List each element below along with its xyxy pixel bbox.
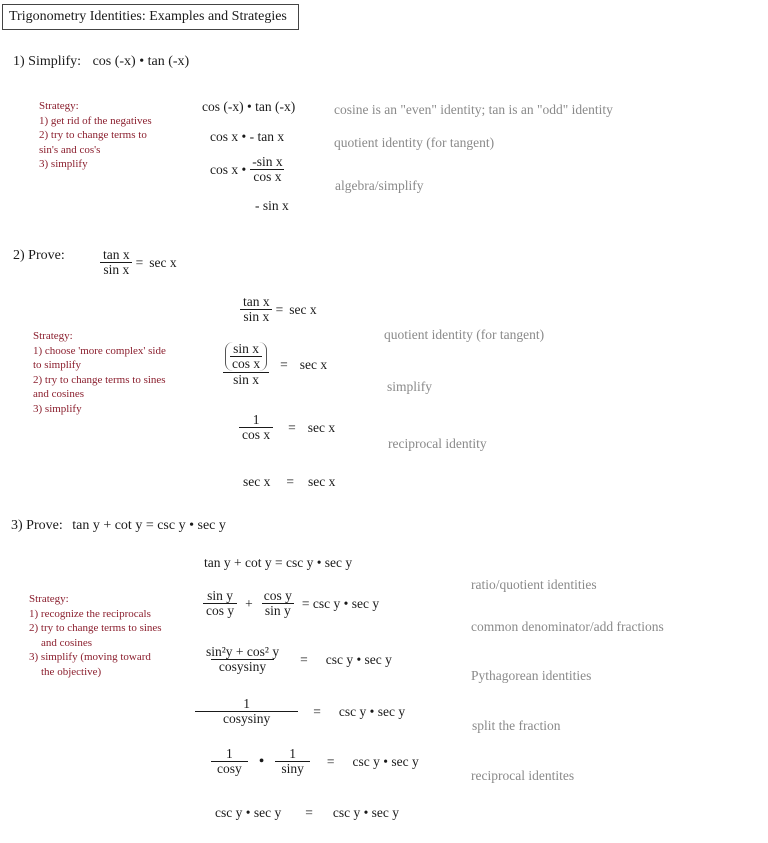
equals-sign: = bbox=[280, 356, 288, 372]
equals-sign: = bbox=[288, 419, 296, 435]
problem-3-note: split the fraction bbox=[472, 718, 561, 733]
problem-3-note: reciprocal identites bbox=[471, 768, 575, 783]
denominator: cos x bbox=[250, 169, 284, 184]
problem-3-note: Pythagorean identities bbox=[471, 668, 592, 683]
equals-sign: = bbox=[275, 301, 284, 317]
problem-3-step-5 bbox=[208, 747, 419, 776]
fraction bbox=[211, 747, 248, 776]
strategy-step: sin's and cos's bbox=[39, 143, 101, 156]
page-title: Trigonometry Identities: Examples and Strategies bbox=[2, 4, 299, 30]
equals-sign: = bbox=[305, 805, 313, 820]
strategy-step: the objective) bbox=[41, 665, 102, 678]
parenthesized-fraction bbox=[225, 342, 267, 371]
rhs: csc y • sec y bbox=[332, 805, 400, 820]
problem-3-expression: tan y + cot y = csc y • sec y bbox=[72, 518, 226, 533]
strategy-step: 3) simplify bbox=[39, 158, 88, 170]
fraction bbox=[249, 155, 285, 184]
problem-3-heading bbox=[11, 518, 226, 534]
numerator: sin²y + cos² y bbox=[206, 644, 280, 659]
equals-sign: = bbox=[300, 651, 308, 667]
numerator: sin y bbox=[207, 588, 233, 603]
lhs: csc y • sec y bbox=[215, 805, 282, 820]
problem-2-note: simplify bbox=[387, 379, 433, 394]
fraction bbox=[240, 295, 273, 324]
inner-numerator: sin x bbox=[233, 341, 259, 356]
compound-fraction bbox=[223, 342, 269, 387]
fraction bbox=[275, 747, 310, 776]
problem-1-step-1: cos (-x) • tan (-x) bbox=[202, 99, 296, 114]
plus-sign: + bbox=[245, 595, 253, 611]
equals-sign: = bbox=[326, 753, 335, 769]
strategy-step: 2) try to change terms to bbox=[39, 129, 147, 141]
strategy-step: 1) get rid of the negatives bbox=[39, 114, 152, 127]
inner-denominator: cos x bbox=[232, 356, 261, 371]
denominator: cos y bbox=[203, 603, 237, 618]
problem-3-note: common denominator/add fractions bbox=[471, 619, 664, 634]
numerator: cos y bbox=[263, 588, 292, 603]
denominator: sin x bbox=[240, 309, 272, 324]
problem-2-strategy bbox=[33, 329, 166, 416]
rhs: sec x bbox=[289, 301, 317, 317]
rhs: sec x bbox=[308, 474, 336, 489]
multiply-dot: • bbox=[258, 752, 265, 770]
strategy-step: 1) choose 'more complex' side bbox=[33, 344, 166, 357]
denominator: cos x bbox=[239, 427, 273, 442]
denominator: cosysiny bbox=[211, 659, 274, 674]
numerator: tan x bbox=[103, 247, 130, 262]
fraction bbox=[261, 589, 295, 618]
denominator: sin x bbox=[223, 372, 269, 387]
rhs: csc y • sec y bbox=[338, 703, 406, 719]
problem-1-label: 1) Simplify: bbox=[13, 54, 82, 69]
problem-3-step-4 bbox=[192, 697, 405, 726]
step-lhs: cos x • bbox=[210, 161, 247, 177]
strategy-heading: Strategy: bbox=[39, 100, 79, 112]
denominator: cosysiny bbox=[195, 711, 298, 726]
problem-2-step-4 bbox=[243, 474, 335, 490]
problem-1-note: quotient identity (for tangent) bbox=[334, 135, 495, 150]
problem-2-step-1 bbox=[237, 295, 317, 324]
strategy-step: 3) simplify bbox=[33, 402, 82, 415]
numerator: 1 bbox=[252, 412, 260, 427]
problem-2-note: reciprocal identity bbox=[388, 436, 487, 451]
rhs: sec x bbox=[149, 254, 177, 270]
problem-3-step-2 bbox=[200, 589, 379, 618]
strategy-step: 1) recognize the reciprocals bbox=[29, 607, 151, 620]
denominator: sin x bbox=[100, 262, 132, 277]
rhs: csc y • sec y bbox=[352, 753, 419, 769]
numerator: 1 bbox=[226, 746, 233, 761]
problem-1-strategy bbox=[39, 99, 152, 172]
fraction bbox=[198, 645, 287, 674]
denominator: sin y bbox=[262, 603, 294, 618]
strategy-step: to simplify bbox=[33, 359, 81, 371]
strategy-step: and cosines bbox=[41, 636, 93, 649]
strategy-step: 2) try to change terms to sines bbox=[29, 622, 162, 634]
strategy-heading: Strategy: bbox=[29, 593, 69, 605]
fraction bbox=[100, 248, 133, 277]
problem-2-step-3 bbox=[236, 413, 335, 442]
problem-2-label: 2) Prove: bbox=[13, 248, 65, 263]
rhs: = csc y • sec y bbox=[301, 595, 380, 611]
numerator bbox=[223, 342, 269, 372]
problem-3-label: 3) Prove: bbox=[11, 518, 63, 533]
problem-3-step-6 bbox=[215, 805, 399, 821]
problem-1-step-3 bbox=[210, 155, 289, 184]
problem-2-expression bbox=[97, 248, 177, 277]
numerator: -sin x bbox=[252, 154, 283, 169]
problem-1-step-2: cos x • - tan x bbox=[210, 129, 285, 144]
fraction bbox=[195, 697, 298, 726]
strategy-heading: Strategy: bbox=[33, 330, 73, 342]
lhs: sec x bbox=[243, 474, 271, 489]
numerator: 1 bbox=[243, 696, 250, 711]
problem-3-step-1: tan y + cot y = csc y • sec y bbox=[204, 555, 353, 570]
problem-1-note: algebra/simplify bbox=[335, 178, 424, 193]
problem-1-note: cosine is an "even" identity; tan is an "odd" identity bbox=[334, 102, 613, 117]
numerator: 1 bbox=[289, 746, 296, 761]
rhs: sec x bbox=[307, 419, 336, 435]
problem-3-step-3 bbox=[195, 645, 392, 674]
problem-1-expression: cos (-x) • tan (-x) bbox=[92, 54, 190, 69]
fraction bbox=[203, 589, 237, 618]
strategy-step: and cosines bbox=[33, 388, 85, 400]
denominator: siny bbox=[275, 761, 310, 776]
denominator: cosy bbox=[211, 761, 248, 776]
problem-2-note: quotient identity (for tangent) bbox=[384, 327, 545, 342]
problem-3-strategy bbox=[29, 592, 162, 679]
problem-2-step-2 bbox=[220, 342, 327, 387]
rhs: csc y • sec y bbox=[325, 651, 392, 667]
problem-1-step-4: - sin x bbox=[255, 198, 289, 213]
rhs: sec x bbox=[299, 356, 328, 372]
strategy-step: 2) try to change terms to sines bbox=[33, 373, 166, 386]
fraction bbox=[239, 413, 273, 442]
equals-sign: = bbox=[313, 703, 321, 719]
problem-3-note: ratio/quotient identities bbox=[471, 577, 597, 592]
strategy-step: 3) simplify (moving toward bbox=[29, 651, 151, 663]
equals-sign: = bbox=[135, 254, 144, 270]
numerator: tan x bbox=[243, 294, 270, 309]
equals-sign: = bbox=[286, 474, 294, 489]
problem-1-heading bbox=[13, 54, 189, 70]
